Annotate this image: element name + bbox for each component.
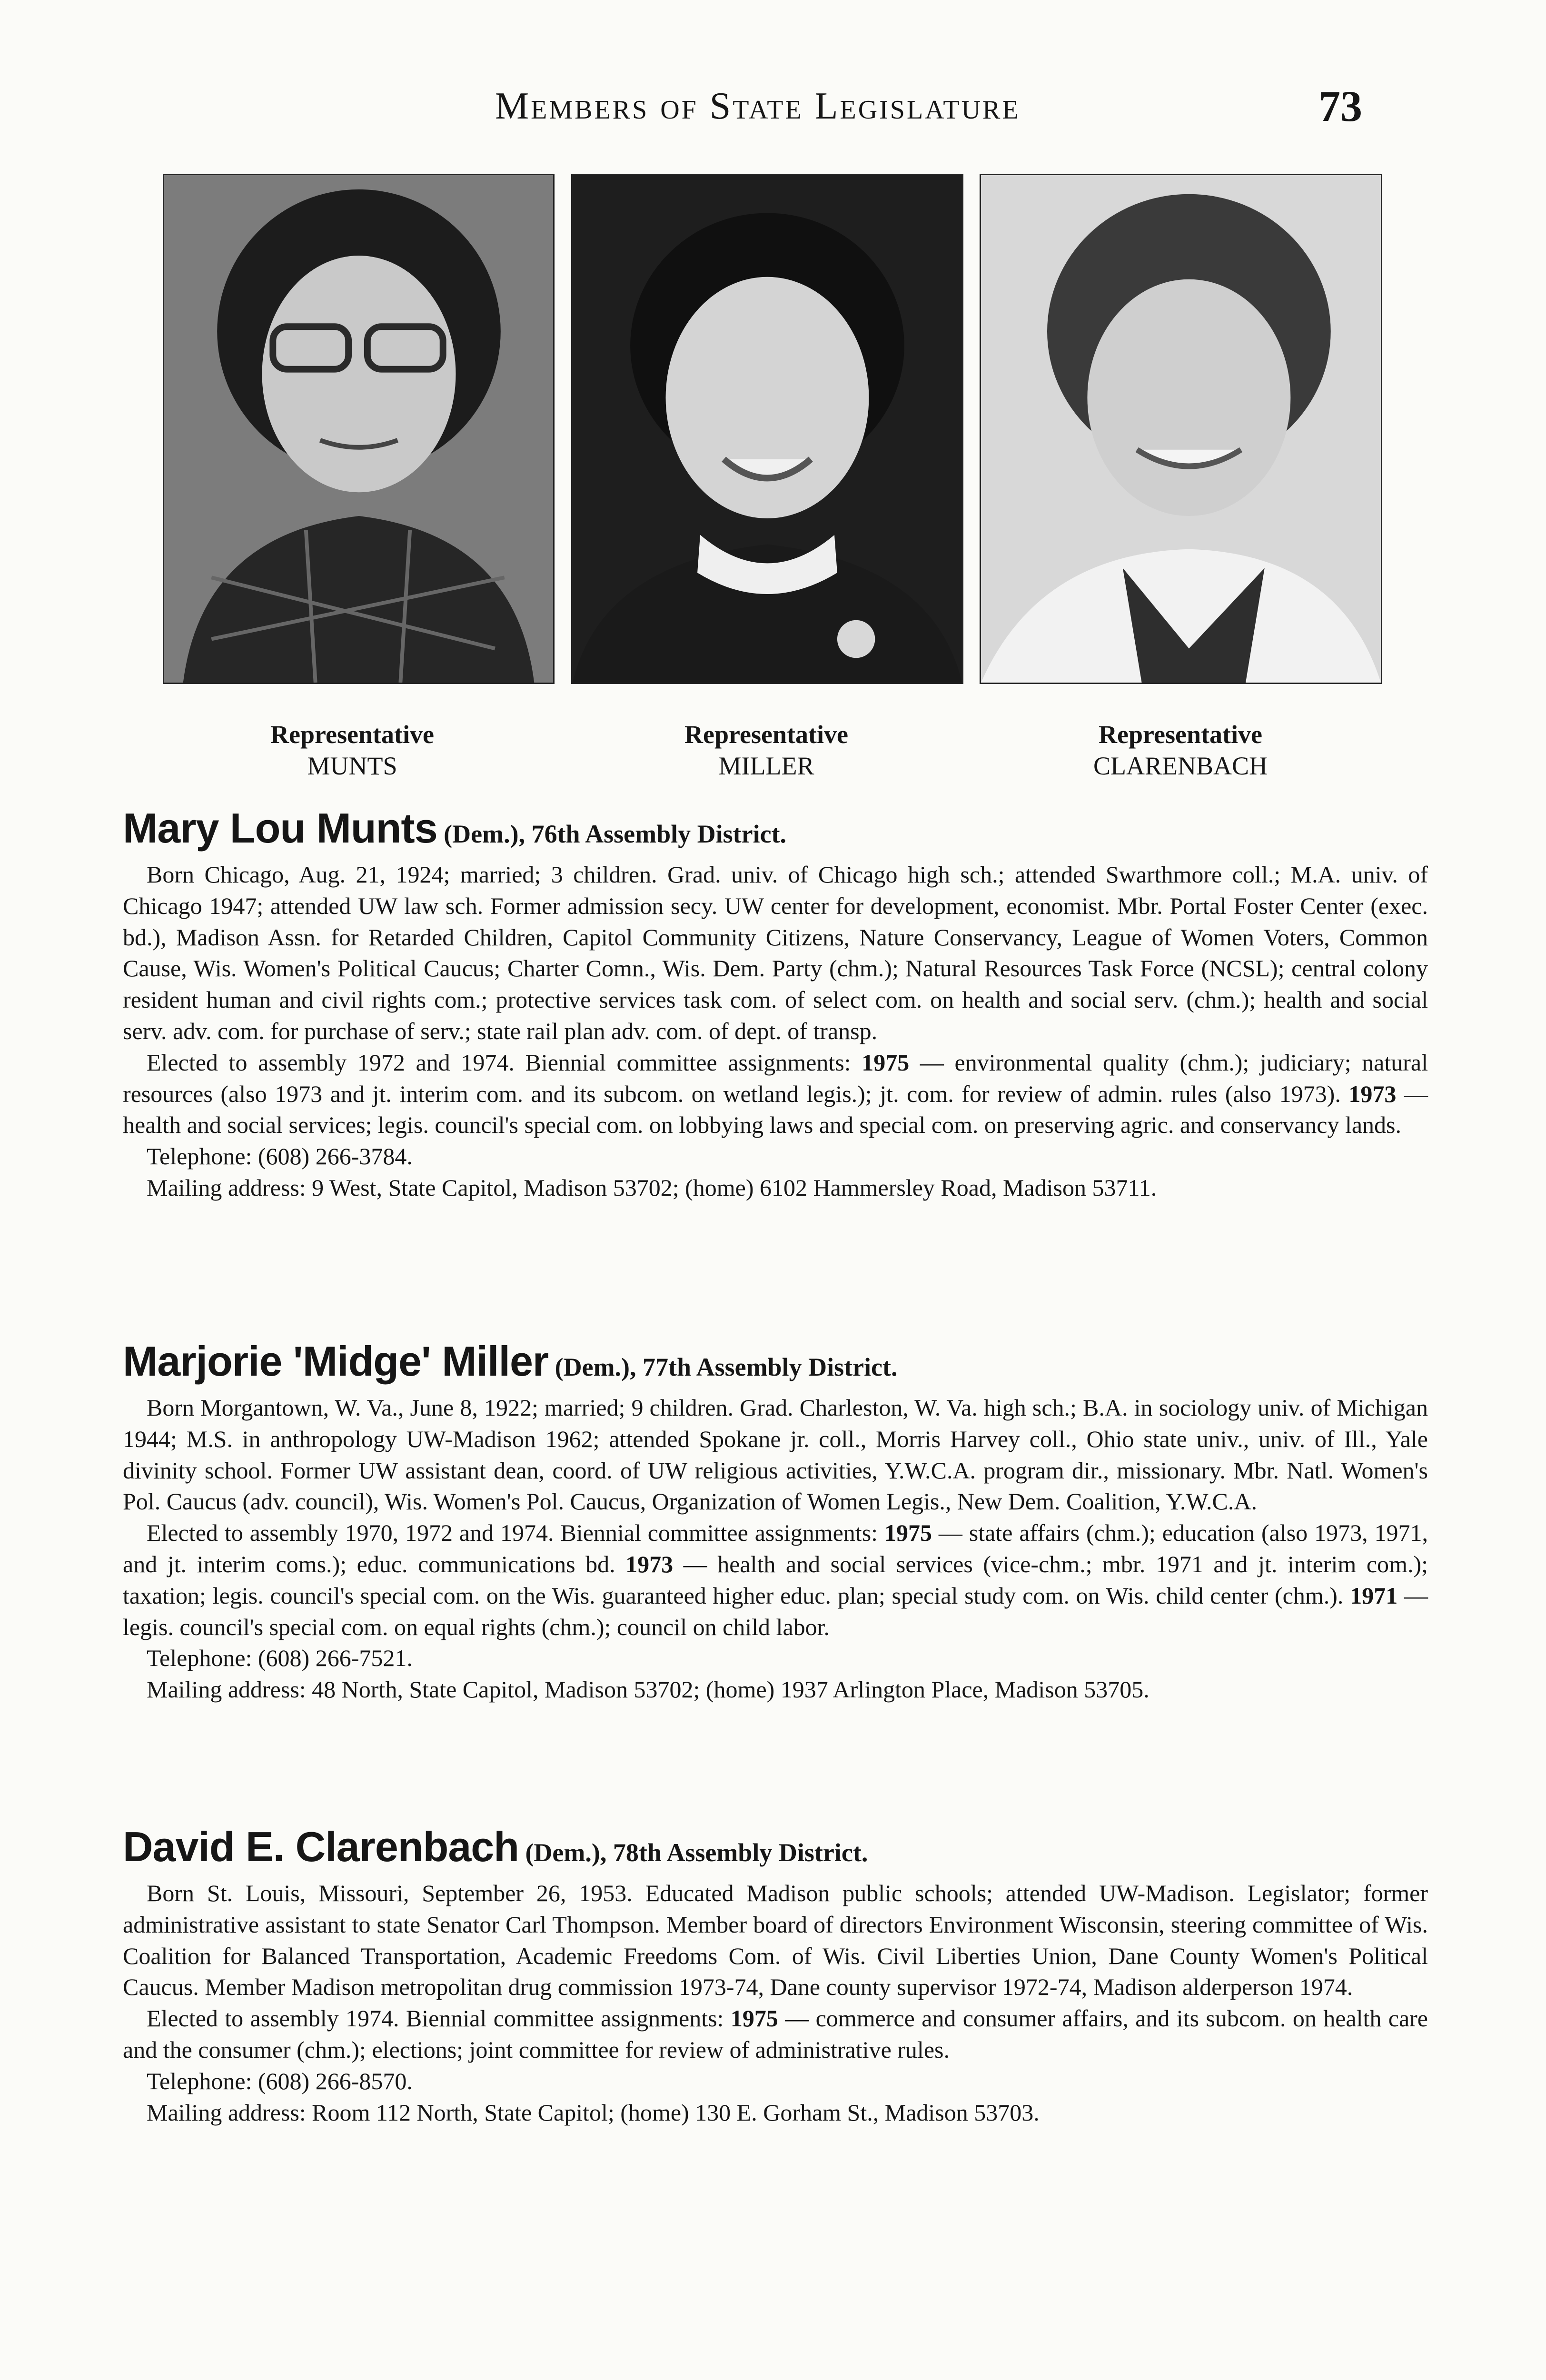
bio-elected-paragraph — [123, 2003, 1428, 2066]
district-label: (Dem.), 76th Assembly District. — [437, 820, 787, 848]
page-header-title: Members of State Legislature — [495, 85, 1021, 127]
bio-elected-paragraph — [123, 1047, 1428, 1141]
caption-miller — [600, 719, 933, 782]
photo-miller — [571, 174, 963, 684]
bio-heading — [123, 1823, 1428, 1877]
elected-text: Elected to assembly 1974. Biennial committee assignments: — [147, 2005, 731, 2032]
bio-heading — [123, 804, 1428, 858]
caption-name: MILLER — [718, 752, 814, 780]
bio-telephone: Telephone: (608) 266-7521. — [147, 1645, 413, 1672]
elected-text: — health and social services; legis. council's special com. on lobbying laws and special com. on preserving agric. and conservancy lands. — [123, 1080, 1428, 1139]
caption-munts — [186, 719, 519, 782]
elected-text: — state affairs (chm.); education (also 1973, 1971, and jt. interim coms.); educ. communications bd. — [123, 1519, 1428, 1577]
bio-mailing-address: Mailing address: 48 North, State Capitol, Madison 53702; (home) 1937 Arlington Place, Madison 53705. — [147, 1676, 1150, 1703]
year-label: 1975 — [862, 1049, 910, 1076]
bio-elected-paragraph — [123, 1517, 1428, 1643]
caption-name: CLARENBACH — [1093, 752, 1268, 780]
caption-role: Representative — [684, 720, 848, 749]
portrait-photo-woman-collar-icon — [573, 175, 962, 683]
bio-born-paragraph: Born Morgantown, W. Va., June 8, 1922; married; 9 children. Grad. Charleston, W. Va. high sch.; B.A. in sociology univ. of Michigan 1944; M.S. in anthropology UW-Madison 1962; attended Spokane jr. coll., Morris Harvey coll., Ohio state univ., univ. of Ill., Yale divinity school. Former UW assistant dean, coord. of UW religious activities, Y.W.C.A. program dir., missionary. Mbr. Natl. Women's Pol. Caucus (adv. council), Wis. Women's Pol. Caucus, Organization of Women Legis., New Dem. Coalition, Y.W.C.A. — [123, 1394, 1428, 1515]
caption-role: Representative — [270, 720, 434, 749]
bio-born-paragraph: Born St. Louis, Missouri, September 26, 1953. Educated Madison public schools; attended UW-Madison. Legislator; former administrative assistant to state Senator Carl Thompson. Member board of directors Environment Wisconsin, steering committee of Wis. Coalition for Balanced Transportation, Academic Freedoms Com. of Wis. Civil Liberties Union, Dane County Women's Political Caucus. Member Madison metropolitan drug commission 1973-74, Dane county supervisor 1972-74, Madison alderperson 1974. — [123, 1880, 1428, 2001]
bio-munts — [123, 804, 1428, 1204]
elected-text: Elected to assembly 1972 and 1974. Biennial committee assignments: — [147, 1049, 862, 1076]
year-label: 1971 — [1350, 1582, 1398, 1609]
portrait-photo-young-man-icon — [981, 175, 1381, 683]
bio-clarenbach — [123, 1823, 1428, 2128]
caption-clarenbach — [1014, 719, 1347, 782]
photo-clarenbach — [980, 174, 1382, 684]
year-label: 1975 — [730, 2005, 778, 2032]
caption-role: Representative — [1099, 720, 1262, 749]
photo-munts — [163, 174, 555, 684]
caption-name: MUNTS — [307, 752, 397, 780]
member-name: Marjorie 'Midge' Miller — [123, 1338, 549, 1385]
bio-born-paragraph: Born Chicago, Aug. 21, 1924; married; 3 children. Grad. univ. of Chicago high sch.; attended Swarthmore coll.; M.A. univ. of Chicago 1947; attended UW law sch. Former admission secy. UW center for development, economist. Mbr. Portal Foster Center (exec. bd.), Madison Assn. for Retarded Children, Capitol Community Citizens, Nature Conservancy, League of Women Voters, Common Cause, Wis. Women's Political Caucus; Charter Comn., Wis. Dem. Party (chm.); Natural Resources Task Force (NCSL); central colony resident human and civil rights com.; protective services task com. of select com. on health and social serv. (chm.); health and social serv. adv. com. for purchase of serv.; state rail plan adv. com. of dept. of transp. — [123, 861, 1428, 1044]
portrait-photo-woman-glasses-icon — [164, 175, 553, 683]
bio-telephone: Telephone: (608) 266-3784. — [147, 1143, 413, 1170]
elected-text: — legis. council's special com. on equal rights (chm.); council on child labor. — [123, 1582, 1428, 1640]
elected-text: — health and social services (vice-chm.; mbr. 1971 and jt. interim com.); taxation; legis. council's special com. on the Wis. guaranteed higher educ. plan; special study com. on Wis. child center (chm.). — [123, 1550, 1428, 1609]
elected-text: — commerce and consumer affairs, and its subcom. on health care and the consumer (chm.); elections; joint committee for review of administrative rules. — [123, 2005, 1428, 2063]
bio-miller — [123, 1338, 1428, 1706]
year-label: 1973 — [625, 1550, 674, 1577]
district-label: (Dem.), 77th Assembly District. — [548, 1353, 898, 1381]
member-name: David E. Clarenbach — [123, 1823, 519, 1870]
district-label: (Dem.), 78th Assembly District. — [518, 1838, 868, 1867]
bio-mailing-address: Mailing address: 9 West, State Capitol, Madison 53702; (home) 6102 Hammersley Road, Madison 53711. — [147, 1174, 1157, 1201]
bio-heading — [123, 1338, 1428, 1391]
page-number: 73 — [1318, 82, 1362, 130]
member-name: Mary Lou Munts — [123, 804, 437, 852]
bio-telephone: Telephone: (608) 266-8570. — [147, 2067, 413, 2094]
bio-mailing-address: Mailing address: Room 112 North, State Capitol; (home) 130 E. Gorham St., Madison 53703. — [147, 2099, 1040, 2126]
year-label: 1975 — [884, 1519, 932, 1547]
elected-text: — environmental quality (chm.); judiciary; natural resources (also 1973 and jt. interim com. and its subcom. on wetland legis.); jt. com. for review of admin. rules (also 1973). — [123, 1049, 1428, 1107]
year-label: 1973 — [1348, 1080, 1397, 1107]
elected-text: Elected to assembly 1970, 1972 and 1974. Biennial committee assignments: — [147, 1519, 884, 1547]
